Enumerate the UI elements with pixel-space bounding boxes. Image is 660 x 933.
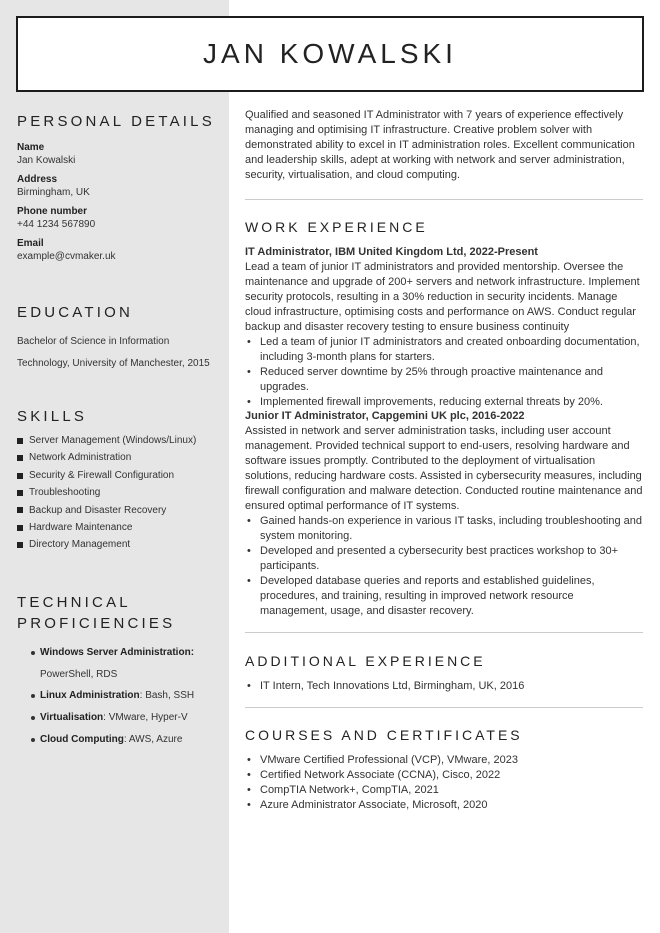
skill-item: Server Management (Windows/Linux) [17, 432, 217, 449]
pd-value-address: Birmingham, UK [17, 187, 90, 198]
candidate-name: JAN KOWALSKI [203, 38, 457, 69]
personal-details-list [17, 141, 217, 269]
job-entry [245, 245, 643, 410]
technical-heading: TECHNICAL PROFICIENCIES [17, 594, 176, 632]
pd-label-name: Name [17, 142, 45, 153]
pd-value-name: Jan Kowalski [17, 155, 76, 166]
tech-item: Virtualisation: VMware, Hyper-V [40, 707, 217, 729]
job-title: IT Administrator, IBM United Kingdom Ltd, 2022-Present [245, 246, 538, 258]
skill-item: Hardware Maintenance [17, 519, 217, 536]
square-bullet-icon [17, 525, 23, 531]
tech-item: Windows Server Administration: PowerShell, RDS [40, 642, 217, 685]
skill-item: Security & Firewall Configuration [17, 467, 217, 484]
square-bullet-icon [17, 507, 23, 513]
square-bullet-icon [17, 473, 23, 479]
skill-item: Backup and Disaster Recovery [17, 502, 217, 519]
courses-list [245, 753, 643, 813]
square-bullet-icon [17, 490, 23, 496]
square-bullet-icon [17, 542, 23, 548]
additional-experience-section [245, 653, 643, 669]
personal-details-section [17, 113, 217, 130]
education-heading: EDUCATION [17, 304, 134, 321]
pd-label-phone: Phone number [17, 206, 88, 217]
job-description: Lead a team of junior IT administrators and provided mentorship. Oversee the maintenance and upgrade of 200+ servers and network infrastructure. Implement security protocols, resulting in a 30% reduction in security incidents. Manage cloud infrastructure, optimising costs and performance on AWS. Conduct regular backup and disaster recovery testing to ensure business continuity [245, 261, 640, 333]
personal-details-heading: PERSONAL DETAILS [17, 113, 215, 130]
list-item: • Developed database queries and reports and established guidelines, procedures, and training, resulting in improved network resource management, usage, and disaster recovery. [260, 574, 643, 619]
skill-item: Directory Management [17, 536, 217, 553]
job-description: Assisted in network and server administration tasks, including user account management. Provided technical support to end-users, resolving hardware and software issues promptly. Contributed to the deployment of virtualisation solutions, reducing hardware costs. Assisted in cybersecurity measures, including firewall configuration and malware detection. Conducted routine maintenance and ensured optimal performance of IT systems. [245, 425, 643, 512]
courses-section [245, 727, 643, 743]
tech-item: Linux Administration: Bash, SSH [40, 685, 217, 707]
skills-section [17, 408, 217, 425]
job-title: Junior IT Administrator, Capgemini UK plc, 2016-2022 [245, 410, 525, 422]
skill-item: Troubleshooting [17, 484, 217, 501]
divider [245, 632, 643, 633]
skills-heading: SKILLS [17, 408, 88, 425]
additional-experience-list [245, 679, 643, 694]
divider [245, 707, 643, 708]
job-achievements [245, 335, 643, 410]
courses-heading: COURSES AND CERTIFICATES [245, 727, 523, 743]
profile-summary: Qualified and seasoned IT Administrator with 7 years of experience effectively managing and optimising IT infrastructure. Creative problem solver with demonstrated ability to excel in IT administration roles. Excellent communication and leadership skills, adept at working with network and server administration, security, virtualisation, and cloud computing. [245, 109, 635, 181]
list-item: • IT Intern, Tech Innovations Ltd, Birmingham, UK, 2016 [260, 679, 643, 694]
skill-item: Network Administration [17, 449, 217, 466]
list-item: • Reduced server downtime by 25% through proactive maintenance and upgrades. [260, 365, 643, 395]
tech-item: Cloud Computing: AWS, Azure [40, 729, 217, 751]
education-line-2: Technology, University of Manchester, 2015 [17, 358, 210, 369]
pd-label-email: Email [17, 238, 44, 249]
list-item: • Certified Network Associate (CCNA), Cisco, 2022 [260, 768, 643, 783]
divider [245, 199, 643, 200]
list-item: • VMware Certified Professional (VCP), VMware, 2023 [260, 753, 643, 768]
pd-label-address: Address [17, 174, 58, 185]
job-entry [245, 409, 643, 619]
list-item: • Developed and presented a cybersecurity best practices workshop to 30+ participants. [260, 544, 643, 574]
technical-section [17, 592, 217, 634]
job-achievements [245, 514, 643, 619]
additional-experience-heading: ADDITIONAL EXPERIENCE [245, 653, 486, 669]
education-entry [17, 331, 217, 375]
square-bullet-icon [17, 455, 23, 461]
list-item: • Led a team of junior IT administrators and created onboarding documentation, including 3-month plans for starters. [260, 335, 643, 365]
technical-list [17, 642, 217, 751]
list-item: • Azure Administrator Associate, Microsoft, 2020 [260, 798, 643, 813]
education-line-1: Bachelor of Science in Information [17, 336, 170, 347]
name-header [16, 16, 644, 92]
work-experience-heading: WORK EXPERIENCE [245, 219, 428, 235]
pd-value-phone: +44 1234 567890 [17, 219, 96, 230]
work-experience-section [245, 219, 643, 235]
skills-list [17, 432, 217, 554]
list-item: • Implemented firewall improvements, reducing external threats by 20%. [260, 395, 643, 410]
list-item: • Gained hands-on experience in various IT tasks, including troubleshooting and system monitoring. [260, 514, 643, 544]
list-item: • CompTIA Network+, CompTIA, 2021 [260, 783, 643, 798]
square-bullet-icon [17, 438, 23, 444]
education-section [17, 304, 217, 321]
pd-value-email: example@cvmaker.uk [17, 251, 116, 262]
